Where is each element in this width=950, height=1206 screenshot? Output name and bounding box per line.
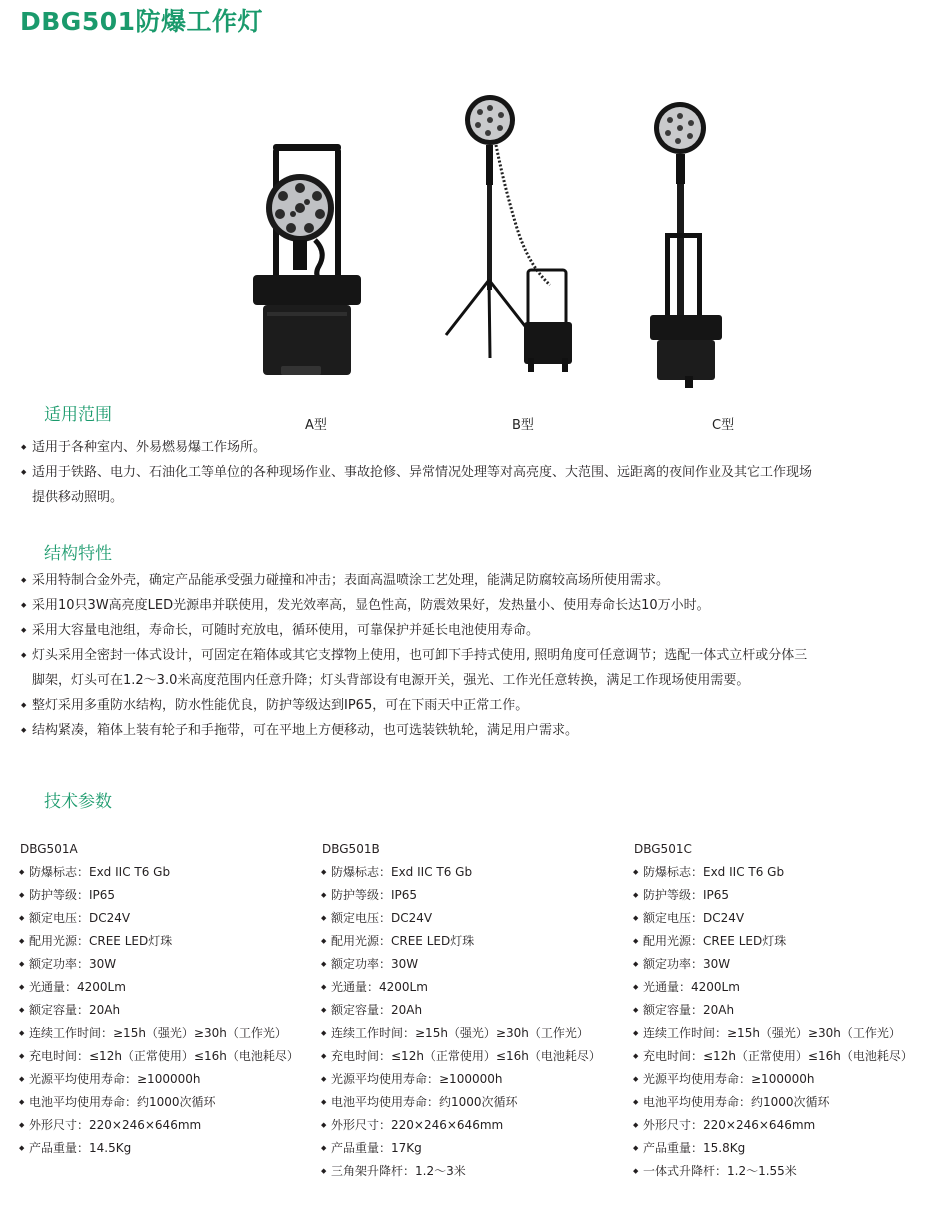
spec-item: ◆ 三角架升降杆：1.2～3米: [322, 1160, 622, 1183]
spec-item: ◆ 外形尺寸：220×246×646mm: [322, 1114, 622, 1137]
spec-item: ◆ 充电时间：≤12h（正常使用）≤16h（电池耗尽）: [322, 1045, 622, 1068]
scope-list: [22, 435, 922, 510]
spec-item: ◆ 产品重量：14.5Kg: [20, 1137, 320, 1160]
spec-item: ◆ 额定功率：30W: [322, 953, 622, 976]
model-name: DBG501C: [634, 842, 692, 856]
lamp-b-label: B型: [512, 418, 534, 433]
lamp-a-image: [245, 140, 370, 385]
list-item: ◆ 整灯采用多重防水结构，防水性能优良，防护等级达到IP65，可在下雨天中正常工作。: [22, 693, 922, 718]
list-item: ◆ 采用特制合金外壳，确定产品能承受强力碰撞和冲击；表面高温喷涂工艺处理，能满足防腐较高场所使用需求。: [22, 568, 922, 593]
spec-item: ◆ 连续工作时间：≥15h（强光）≥30h（工作光）: [20, 1022, 320, 1045]
spec-item: ◆ 配用光源：CREE LED灯珠: [634, 930, 934, 953]
spec-item: ◆ 光通量：4200Lm: [634, 976, 934, 999]
spec-item: ◆ 充电时间：≤12h（正常使用）≤16h（电池耗尽）: [634, 1045, 934, 1068]
model-name: DBG501B: [322, 842, 380, 856]
spec-item: ◆ 防爆标志：Exd IIC T6 Gb: [20, 861, 320, 884]
spec-item: ◆ 配用光源：CREE LED灯珠: [322, 930, 622, 953]
spec-item: ◆ 额定电压：DC24V: [634, 907, 934, 930]
spec-item: ◆ 额定容量：20Ah: [20, 999, 320, 1022]
spec-item: ◆ 额定功率：30W: [20, 953, 320, 976]
spec-item: ◆ 一体式升降杆：1.2～1.55米: [634, 1160, 934, 1183]
spec-item: ◆ 额定容量：20Ah: [322, 999, 622, 1022]
spec-item: ◆ 产品重量：17Kg: [322, 1137, 622, 1160]
spec-item: ◆ 产品重量：15.8Kg: [634, 1137, 934, 1160]
scope-heading: 适用范围: [44, 405, 112, 425]
spec-item: ◆ 光源平均使用寿命：≥100000h: [634, 1068, 934, 1091]
spec-item: ◆ 防护等级：IP65: [634, 884, 934, 907]
lamp-c-image: [645, 90, 730, 390]
spec-item: ◆ 电池平均使用寿命：约1000次循环: [634, 1091, 934, 1114]
spec-column-b: [322, 838, 622, 1183]
spec-item: ◆ 防护等级：IP65: [20, 884, 320, 907]
page-title: DBG501防爆工作灯: [20, 7, 264, 36]
spec-item: ◆ 连续工作时间：≥15h（强光）≥30h（工作光）: [322, 1022, 622, 1045]
list-item: ◆ 灯头采用全密封一体式设计，可固定在箱体或其它支撑物上使用，也可卸下手持式使用, 照明角度可任意调节；选配一体式立杆或分体三 脚架，灯头可在1.2～3.0米高度范围内任意升降；灯头背部设有电源开关，强光、工作光任意转换，满足工作现场使用需要。: [22, 643, 922, 693]
list-item: ◆ 适用于各种室内、外易燃易爆工作场所。: [22, 435, 922, 460]
list-item-continuation: 脚架，灯头可在1.2～3.0米高度范围内任意升降；灯头背部设有电源开关，强光、工作光任意转换，满足工作现场使用需要。: [32, 673, 750, 688]
spec-item: ◆ 外形尺寸：220×246×646mm: [634, 1114, 934, 1137]
spec-item: ◆ 额定电压：DC24V: [322, 907, 622, 930]
spec-item: ◆ 外形尺寸：220×246×646mm: [20, 1114, 320, 1137]
specs-heading: 技术参数: [44, 792, 112, 812]
spec-item: ◆ 配用光源：CREE LED灯珠: [20, 930, 320, 953]
features-heading: 结构特性: [44, 544, 112, 564]
lamp-c-label: C型: [712, 418, 735, 433]
spec-item: ◆ 额定功率：30W: [634, 953, 934, 976]
product-images: [0, 80, 950, 440]
spec-item: ◆ 防爆标志：Exd IIC T6 Gb: [322, 861, 622, 884]
spec-item: ◆ 光通量：4200Lm: [20, 976, 320, 999]
list-item: ◆ 结构紧凑，箱体上装有轮子和手拖带，可在平地上方便移动，也可选装铁轨轮，满足用户需求。: [22, 718, 922, 743]
spec-column-c: [634, 838, 934, 1183]
list-item: ◆ 采用大容量电池组，寿命长，可随时充放电，循环使用，可靠保护并延长电池使用寿命。: [22, 618, 922, 643]
lamp-b-image: [440, 90, 590, 410]
spec-item: ◆ 额定电压：DC24V: [20, 907, 320, 930]
spec-item: ◆ 电池平均使用寿命：约1000次循环: [322, 1091, 622, 1114]
list-item-continuation: 提供移动照明。: [32, 490, 124, 505]
spec-column-a: [20, 838, 320, 1160]
spec-item: ◆ 额定容量：20Ah: [634, 999, 934, 1022]
spec-item: ◆ 光源平均使用寿命：≥100000h: [20, 1068, 320, 1091]
list-item: ◆ 采用10只3W高亮度LED光源串并联使用，发光效率高，显色性高，防震效果好，发热量小、使用寿命长达10万小时。: [22, 593, 922, 618]
lamp-a-label: A型: [305, 418, 327, 433]
spec-item: ◆ 连续工作时间：≥15h（强光）≥30h（工作光）: [634, 1022, 934, 1045]
spec-item: ◆ 防护等级：IP65: [322, 884, 622, 907]
spec-item: ◆ 光通量：4200Lm: [322, 976, 622, 999]
spec-item: ◆ 电池平均使用寿命：约1000次循环: [20, 1091, 320, 1114]
spec-item: ◆ 光源平均使用寿命：≥100000h: [322, 1068, 622, 1091]
model-name: DBG501A: [20, 842, 78, 856]
list-item: ◆ 适用于铁路、电力、石油化工等单位的各种现场作业、事故抢修、异常情况处理等对高亮度、大范围、远距离的夜间作业及其它工作现场 提供移动照明。: [22, 460, 922, 510]
features-list: [22, 568, 922, 743]
spec-item: ◆ 充电时间：≤12h（正常使用）≤16h（电池耗尽）: [20, 1045, 320, 1068]
spec-item: ◆ 防爆标志：Exd IIC T6 Gb: [634, 861, 934, 884]
